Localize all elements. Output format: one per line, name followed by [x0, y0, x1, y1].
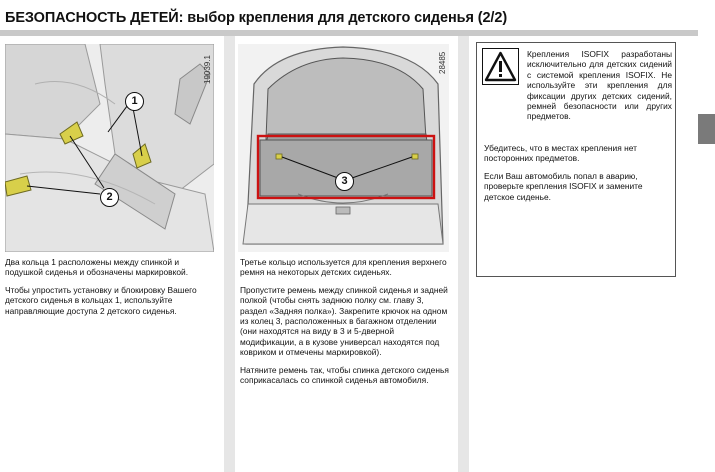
warning-triangle-icon [482, 48, 519, 85]
figure-seat-isofix [5, 44, 214, 252]
warning-box [476, 42, 676, 277]
title-underline [0, 30, 698, 36]
middle-paragraph-2: Пропустите ремень между спинкой сиденья и задней полкой (чтобы снять заднюю полку см. главу 3, раздел «Задняя полка»). Закрепите крючок на одном из колец 3, расположенных в багажном отделении (они находятся на виду в 3 и 5-дверной модификации, а в кузове универсал находятся под ковриком и отмечены маркировкой). [240, 284, 448, 358]
figure-trunk-isofix [238, 44, 449, 252]
left-column-text [5, 257, 215, 323]
warning-paragraph-3: Если Ваш автомобиль попал в аварию, проверьте крепления ISOFIX и замените детское сиденье. [484, 171, 643, 202]
seat-illustration [5, 44, 214, 252]
trunk-illustration [238, 44, 449, 252]
left-paragraph-1: Два кольца 1 расположены между спинкой и подушкой сиденья и обозначены маркировкой. [5, 257, 189, 278]
warning-paragraph-2: Убедитесь, что в местах крепления нет посторонних предметов. [484, 143, 637, 164]
middle-column-text [240, 257, 450, 392]
callout-2: 2 [100, 188, 119, 207]
warning-paragraph-1: Крепления ISOFIX разработаны исключительно для детских сидений с системой крепления ISOFIX. Не используйте эти крепления для фиксации других детских сидений, ремней безопасности или других предметов. [527, 49, 672, 122]
left-paragraph-2: Чтобы упростить установку и блокировку Вашего детского сиденья в кольцах 1, используйте направляющие доступа 2 детского сиденья. [5, 284, 197, 316]
section-tab [698, 114, 715, 144]
column-gutter-left [224, 36, 235, 472]
middle-paragraph-3: Натяните ремень так, чтобы спинка детского сиденья соприкасалась со спинкой сиденья автомобиля. [240, 364, 449, 386]
callout-3: 3 [335, 172, 354, 191]
column-gutter-right [458, 36, 469, 472]
figure-code-middle: 28485 [438, 51, 447, 74]
page-title: БЕЗОПАСНОСТЬ ДЕТЕЙ: выбор крепления для детского сиденья (2/2) [5, 10, 508, 26]
callout-1: 1 [125, 92, 144, 111]
middle-paragraph-1: Третье кольцо используется для крепления верхнего ремня на некоторых детских сиденьях. [240, 257, 447, 278]
figure-code-left: 19039.1 [203, 55, 212, 84]
